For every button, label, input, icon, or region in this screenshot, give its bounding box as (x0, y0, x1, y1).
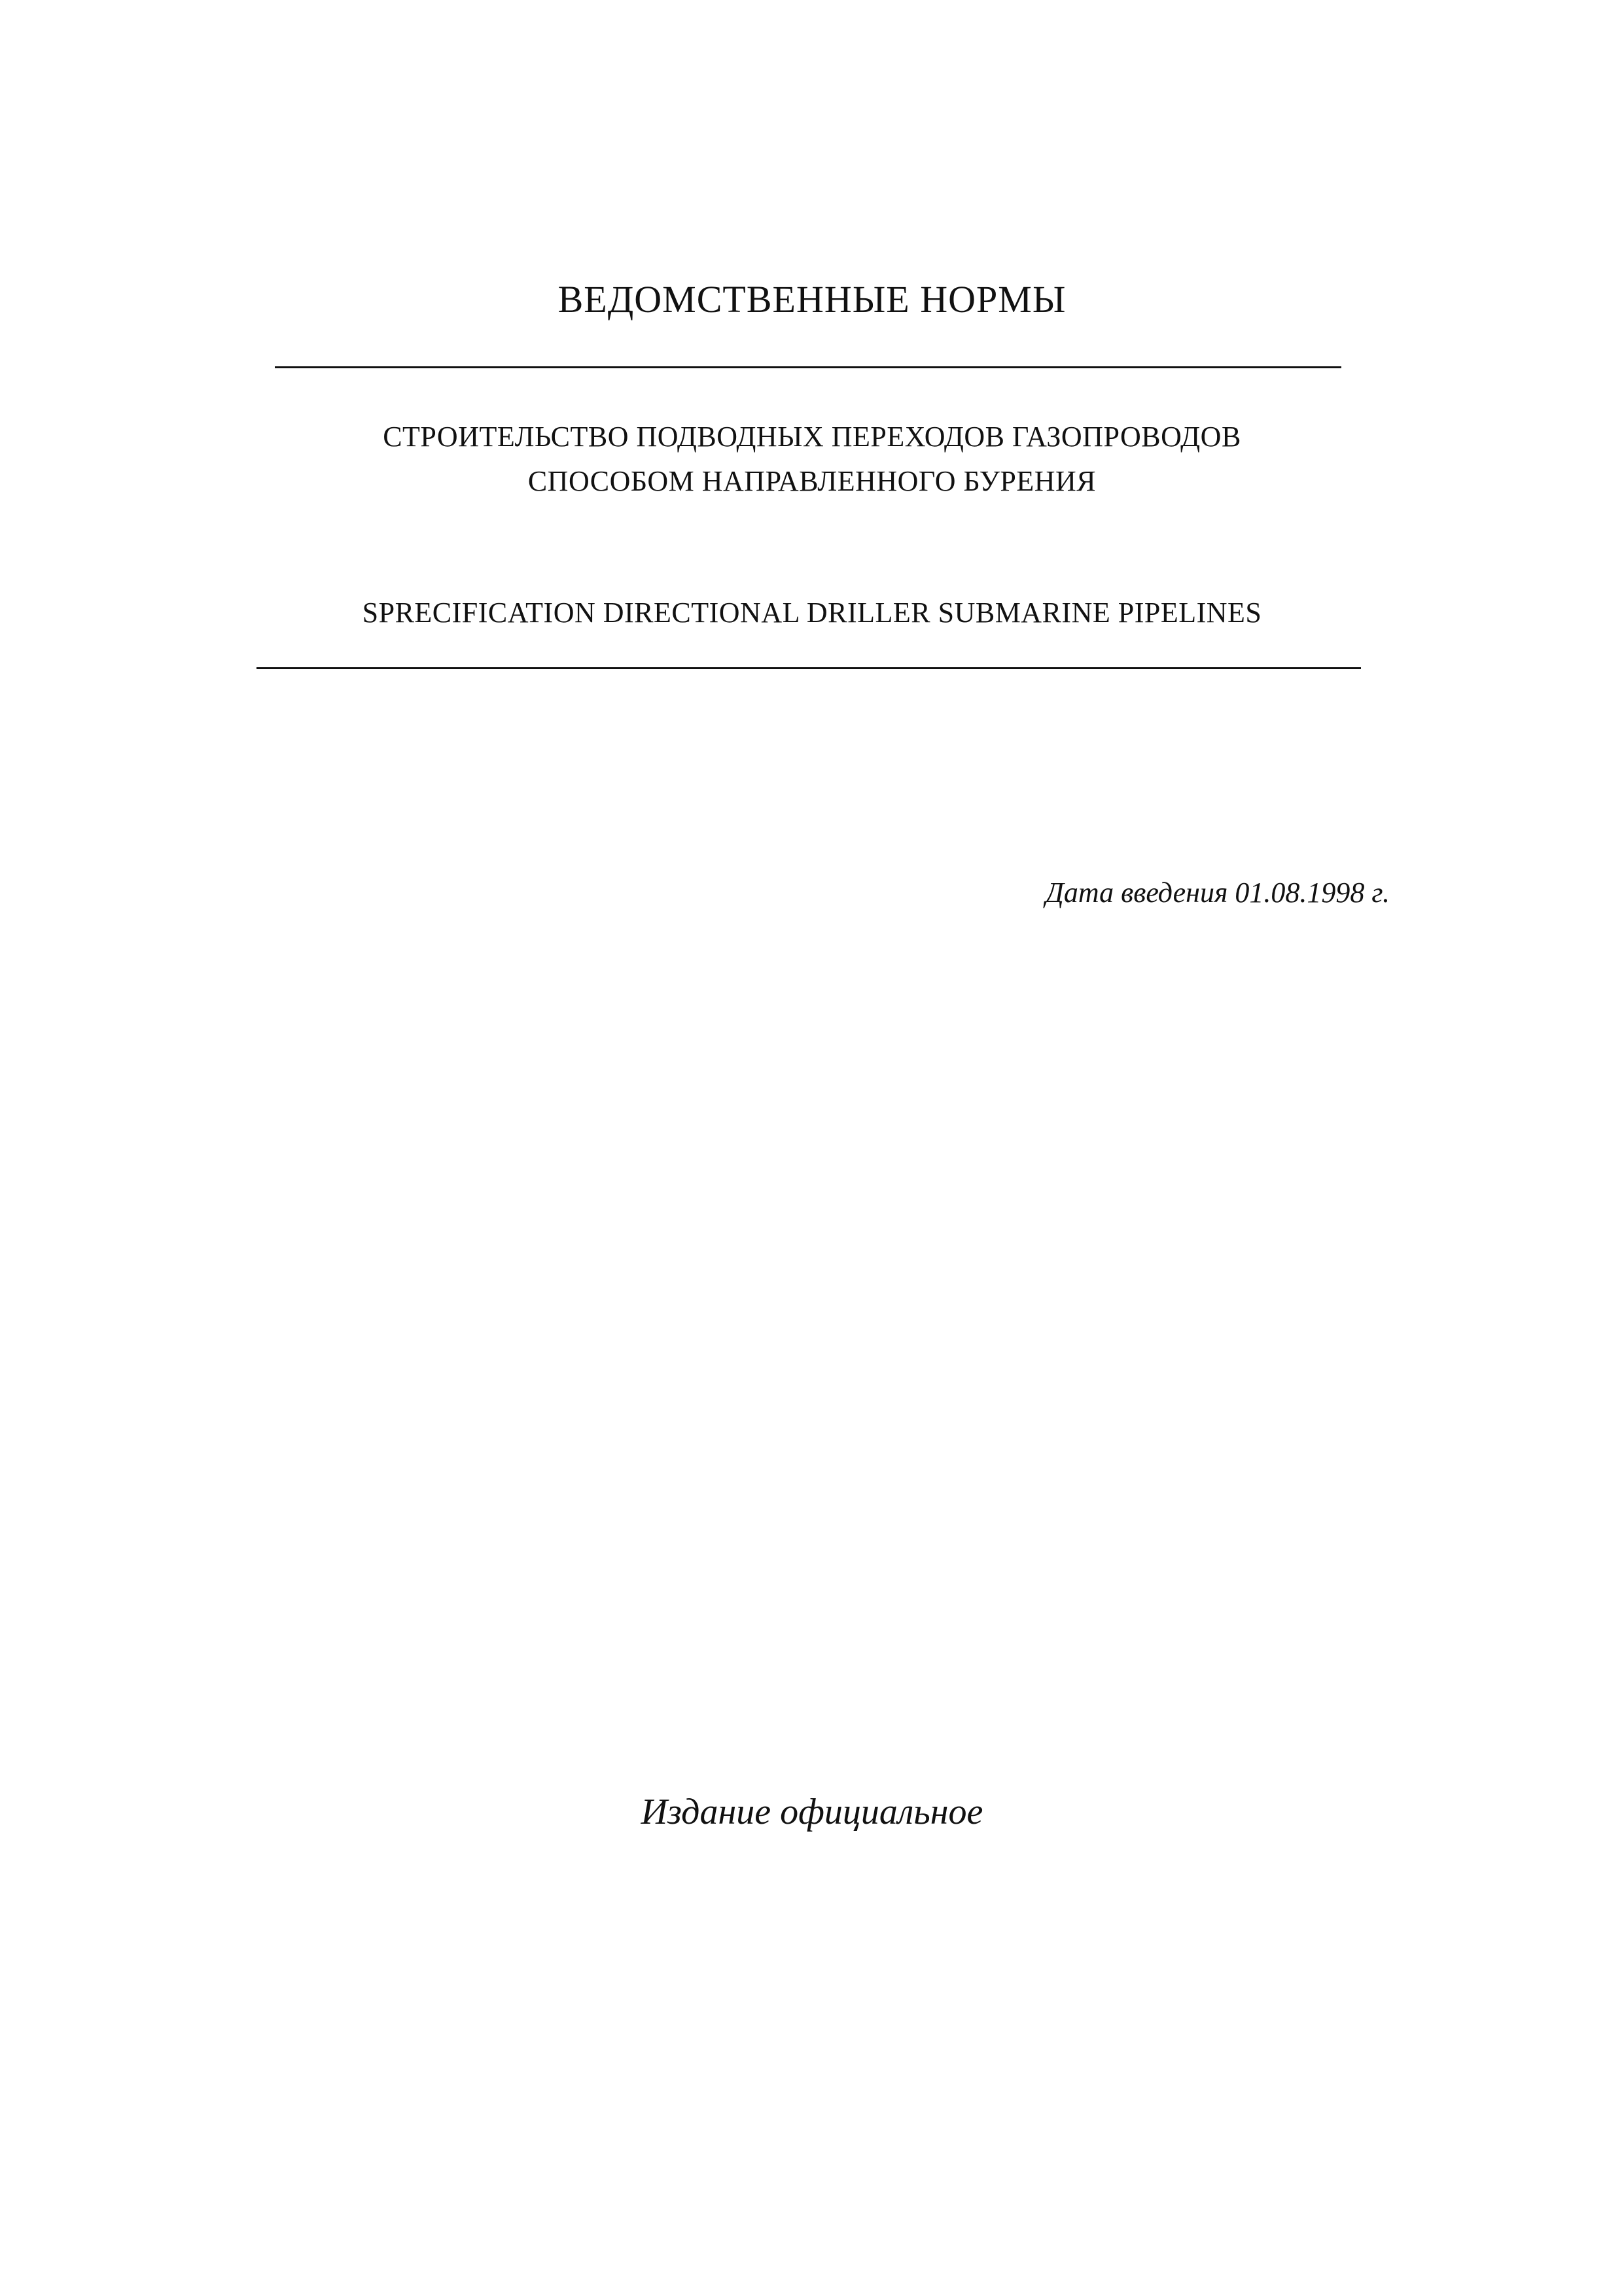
introduction-date: Дата введения 01.08.1998 г. (1045, 877, 1390, 909)
subtitle-line-2: СПОСОБОМ НАПРАВЛЕННОГО БУРЕНИЯ (527, 465, 1097, 497)
main-title: ВЕДОМСТВЕННЫЕ НОРМЫ (557, 278, 1067, 321)
edition-note: Издание официальное (641, 1792, 983, 1832)
subtitle-line-1: СТРОИТЕЛЬСТВО ПОДВОДНЫХ ПЕРЕХОДОВ ГАЗОПРОВОДОВ (383, 421, 1241, 453)
divider-bottom (256, 667, 1361, 669)
english-title: SPRECIFICATION DIRECTIONAL DRILLER SUBMARINE PIPELINES (362, 597, 1262, 629)
divider-top (275, 366, 1341, 368)
